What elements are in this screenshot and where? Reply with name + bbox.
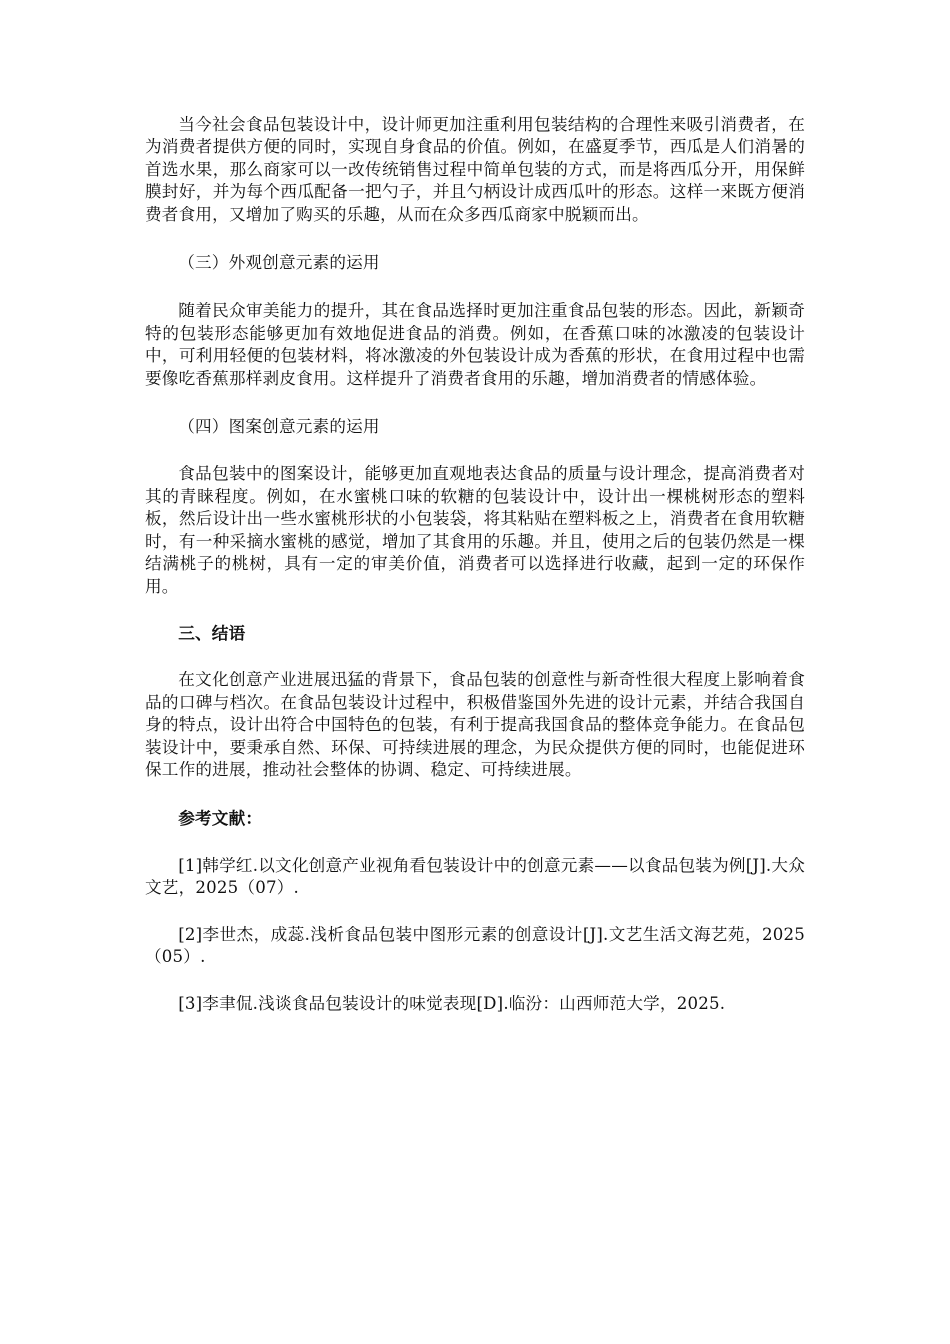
conclusion-heading: 三、结语 — [178, 622, 246, 643]
paragraph-structure-design: 当今社会食品包装设计中，设计师更加注重利用包装结构的合理性来吸引消费者，在为消费者提供方便的同时，实现自身食品的价值。例如，在盛夏季节，西瓜是人们消暑的首选水果，那么商家可以一改传统销售过程中简单包装的方式，而是将西瓜分开，用保鲜膜封好，并为每个西瓜配备一把勺子，并且勺柄设计成西瓜叶的形态。这样一来既方便消费者食用，又增加了购买的乐趣，从而在众多西瓜商家中脱颖而出。 — [145, 115, 805, 224]
section-heading-appearance: （三）外观创意元素的运用 — [178, 253, 380, 273]
document-page — [145, 114, 805, 1016]
reference-item: [1]韩学红.以文化创意产业视角看包装设计中的创意元素——以食品包装为例[J].大众文艺，2025（07）. — [145, 855, 805, 898]
paragraph-pattern: 食品包装中的图案设计，能够更加直观地表达食品的质量与设计理念，提高消费者对其的青睐程度。例如，在水蜜桃口味的软糖的包装设计中，设计出一棵桃树形态的塑料板，然后设计出一些水蜜桃形状的小包装袋，将其粘贴在塑料板之上，消费者在食用软糖时，有一种采摘水蜜桃的感觉，增加了其食用的乐趣。并且，使用之后的包装仍然是一棵结满桃子的桃树，具有一定的审美价值，消费者可以选择进行收藏，起到一定的环保作用。 — [145, 464, 805, 596]
reference-item: [2]李世杰，成蕊.浅析食品包装中图形元素的创意设计[J].文艺生活文海艺苑，2025（05）. — [145, 924, 805, 966]
paragraph-conclusion: 在文化创意产业进展迅猛的背景下，食品包装的创意性与新奇性很大程度上影响着食品的口碑与档次。在食品包装设计过程中，积极借鉴国外先进的设计元素，并结合我国自身的特点，设计出符合中国特色的包装，有利于提高我国食品的整体竞争能力。在食品包装设计中，要秉承自然、环保、可持续进展的理念，为民众提供方便的同时，也能促进环保工作的进展，推动社会整体的协调、稳定、可持续进展。 — [145, 670, 805, 779]
references-heading: 参考文献： — [178, 808, 263, 829]
section-heading-pattern: （四）图案创意元素的运用 — [178, 417, 380, 437]
reference-item: [3]李聿侃.浅谈食品包装设计的味觉表现[D].临汾：山西师范大学，2025. — [178, 994, 726, 1014]
paragraph-appearance: 随着民众审美能力的提升，其在食品选择时更加注重食品包装的形态。因此，新颖奇特的包装形态能够更加有效地促进食品的消费。例如，在香蕉口味的冰激凌的包装设计中，可利用轻便的包装材料，将冰激凌的外包装设计成为香蕉的形状，在食用过程中也需要像吃香蕉那样剥皮食用。这样提升了消费者食用的乐趣，增加消费者的情感体验。 — [145, 301, 805, 388]
